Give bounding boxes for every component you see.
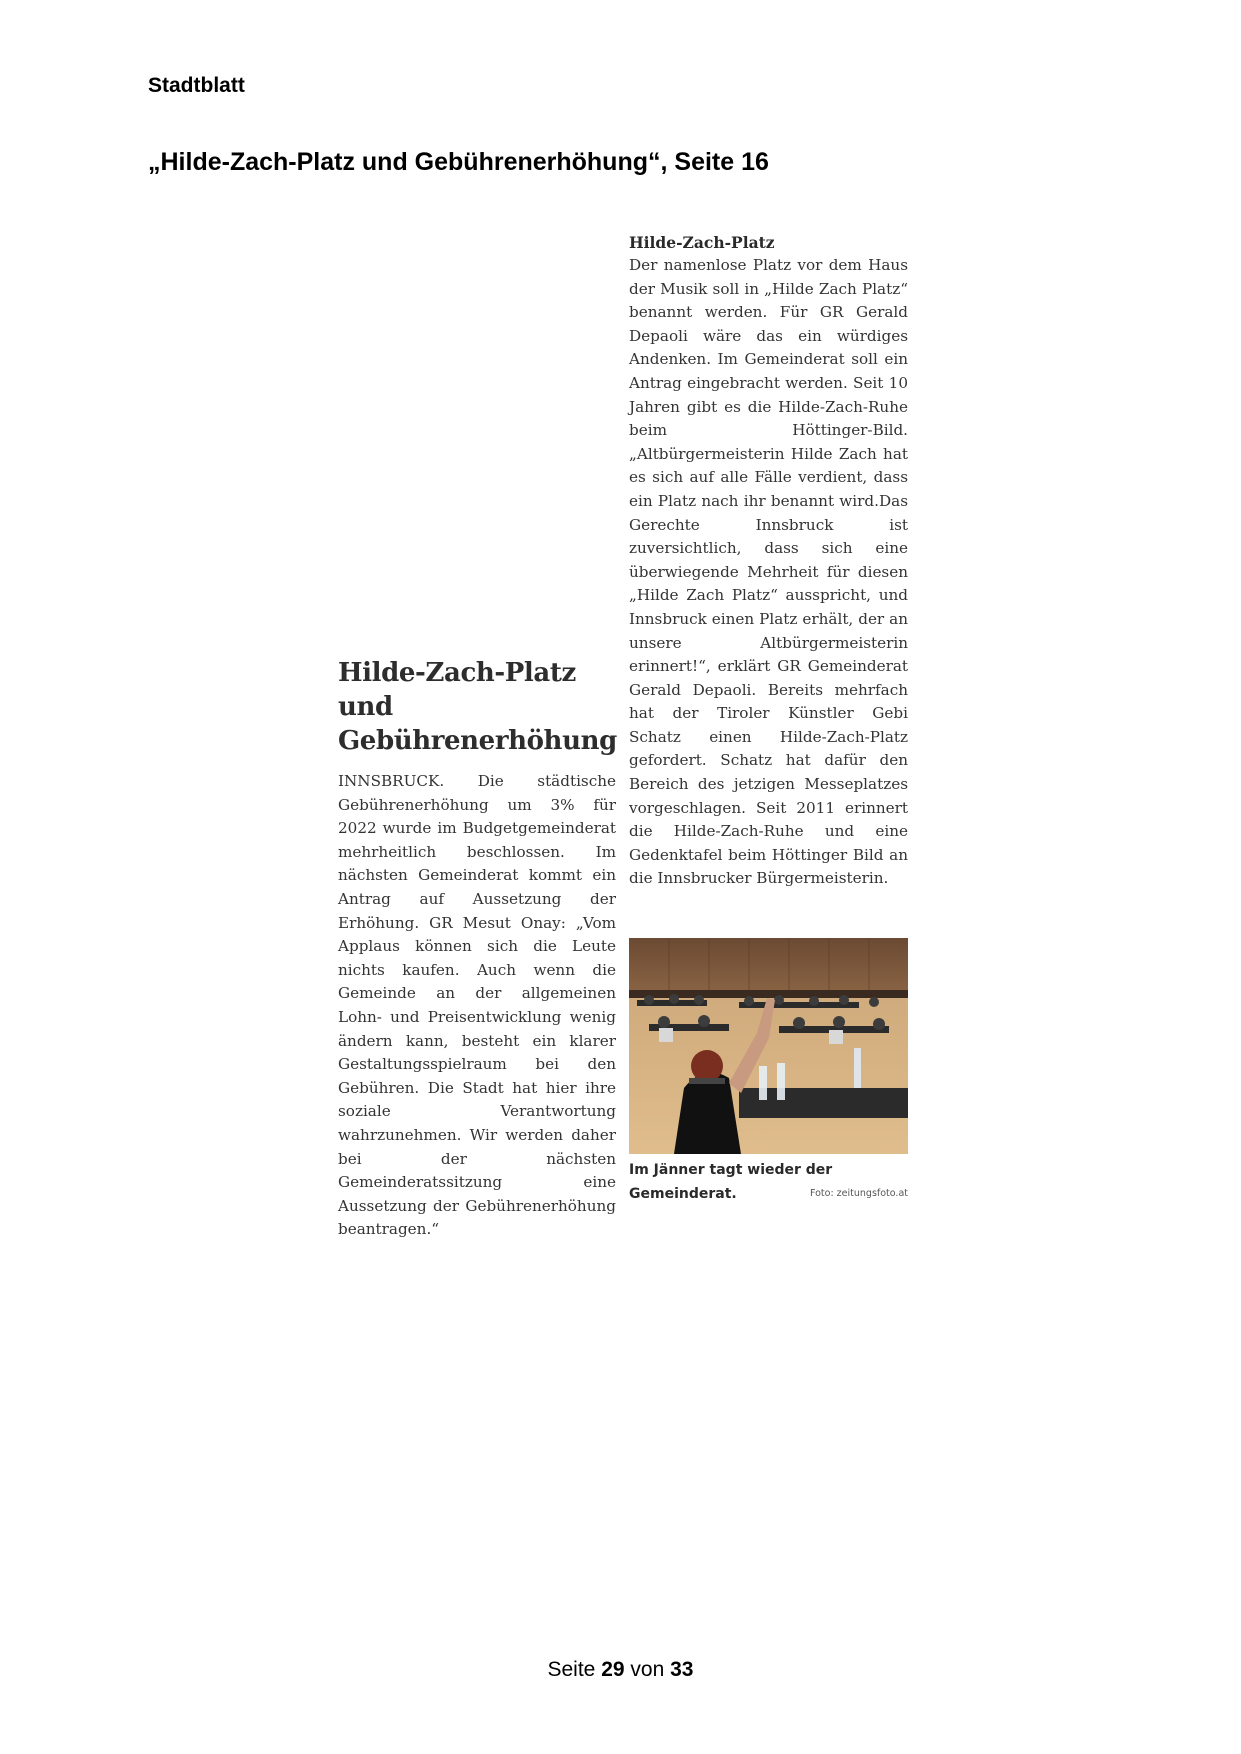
page-footer: [0, 1658, 1241, 1682]
article-subhead: Hilde-Zach-Platz: [629, 233, 775, 252]
headline-line-2: Gebührenerhöhung: [338, 726, 617, 756]
photo-credit: Foto: zeitungsfoto.at: [809, 1188, 908, 1199]
page-label: Seite: [547, 1658, 596, 1681]
total-page-count: 33: [670, 1658, 694, 1681]
publication-source: Stadtblatt: [148, 74, 245, 97]
council-meeting-photo: [629, 938, 908, 1154]
newspaper-clipping: [338, 232, 908, 1239]
photo-caption: Im Jänner tagt wieder der Gemeinderat.: [629, 1162, 833, 1202]
article-left-column: [338, 656, 616, 1242]
article-right-column: [629, 232, 908, 891]
current-page-number: 29: [601, 1658, 625, 1681]
page-of-label: von: [630, 1658, 665, 1681]
document-title: „Hilde-Zach-Platz und Gebührenerhöhung“, Seite 16: [148, 148, 769, 176]
article-headline: [338, 656, 616, 758]
headline-line-1: Hilde-Zach-Platz und: [338, 658, 576, 722]
article-right-body: Der namenlose Platz vor dem Haus der Musik soll in „Hilde Zach Platz“ benannt werden. Für GR Gerald Depaoli wäre das ein würdiges Andenken. Im Gemeinderat soll ein Antrag eingebracht werden. Seit 10 Jahren gibt es die Hilde-Zach-Ruhe beim Höttinger-Bild. „Altbürgermeisterin Hilde Zach hat es sich auf alle Fälle verdient, dass ein Platz nach ihr benannt wird.Das Gerechte Innsbruck ist zuversichtlich, dass sich eine überwiegende Mehrheit für diesen „Hilde Zach Platz“ ausspricht, und Innsbruck einen Platz erhält, der an unsere Altbürgermeisterin erinnert!“, erklärt GR Gemeinderat Gerald Depaoli. Bereits mehrfach hat der Tiroler Künstler Gebi Schatz einen Hilde-Zach-Platz gefordert. Schatz hat dafür den Bereich des jetzigen Messeplatzes vorgeschlagen. Seit 2011 erinnert die Hilde-Zach-Ruhe und eine Gedenktafel beim Höttinger Bild an die Innsbrucker Bürgermeisterin.: [629, 256, 908, 888]
article-left-body: INNSBRUCK. Die städtische Gebührenerhöhung um 3% für 2022 wurde im Budgetgemeinderat mehrheitlich beschlossen. Im nächsten Gemeinderat kommt ein Antrag auf Aussetzung der Erhöhung. GR Mesut Onay: „Vom Applaus können sich die Leute nichts kaufen. Auch wenn die Gemeinde an der allgemeinen Lohn- und Preisentwicklung wenig ändern kann, besteht ein klarer Gestaltungsspielraum bei den Gebühren. Die Stadt hat hier ihre soziale Verantwortung wahrzunehmen. Wir werden daher bei der nächsten Gemeinderatssitzung eine Aussetzung der Gebührenerhöhung beantragen.“: [338, 772, 616, 1239]
